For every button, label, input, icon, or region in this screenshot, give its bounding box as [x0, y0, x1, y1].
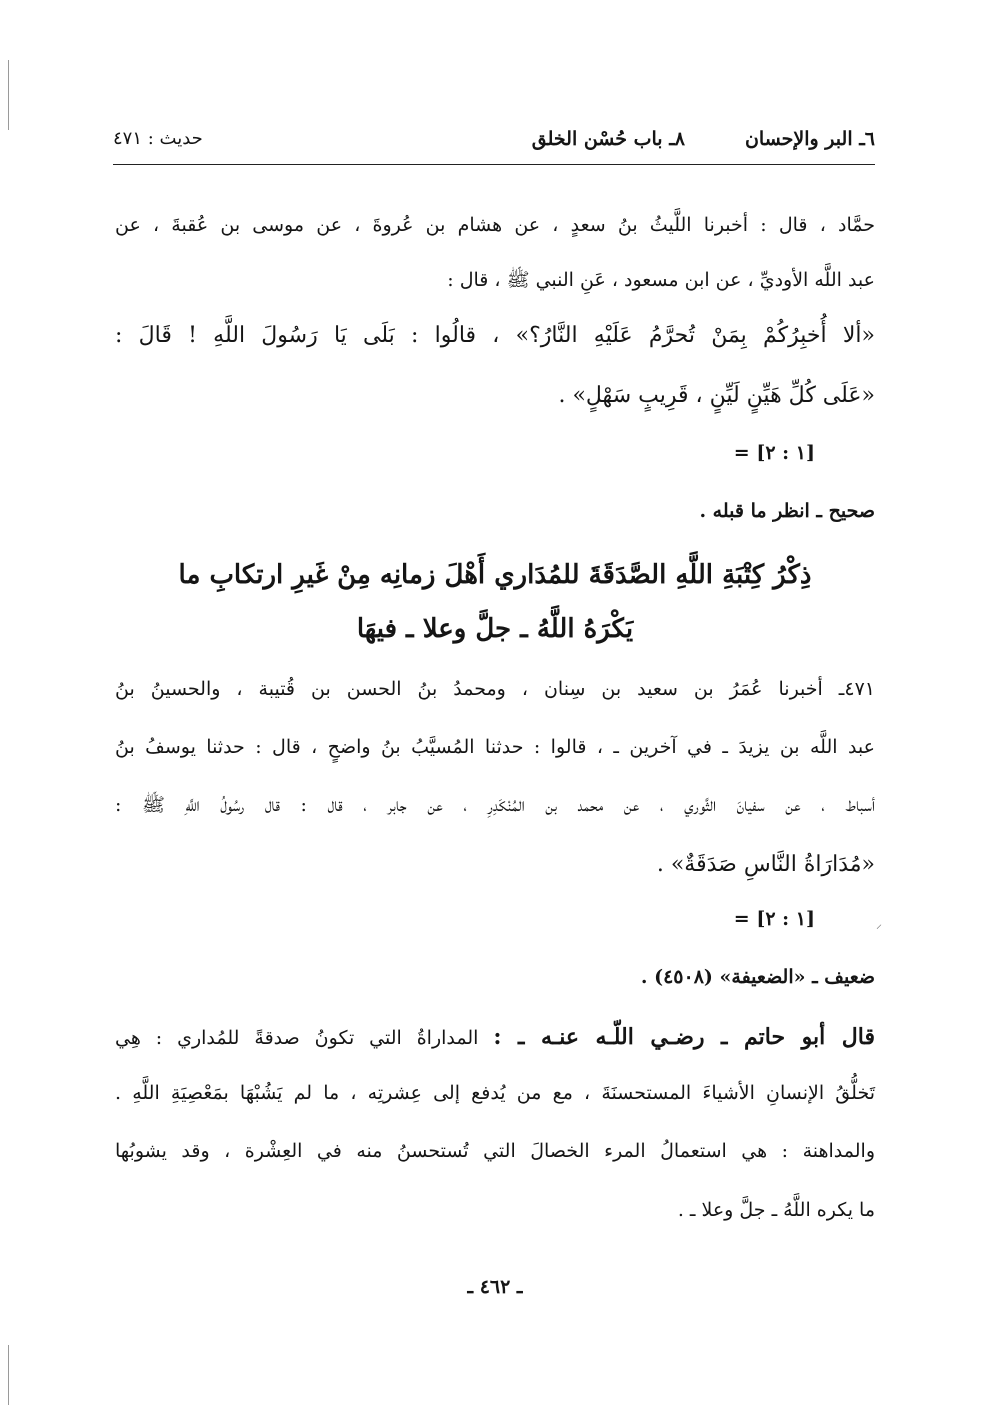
header-rule	[113, 164, 875, 165]
hadith-quote-line: «عَلَى كُلِّ هَيِّنٍ لَيِّنٍ ، قَرِيبٍ سَهْلٍ» .	[558, 383, 875, 408]
page-number: ـ ٤٦٢ ـ	[467, 1276, 523, 1298]
hadith-quote-line: «ألا أُخبِرُكُمْ بِمَنْ تُحرَّمُ عَلَيْهِ النَّارُ؟» ، قالُوا : بَلَى يَا رَسُولَ اللَّهِ ! قَالَ :	[115, 323, 875, 348]
section-title: ذِكْرُ كِتْبَةِ اللَّهِ الصَّدَقَةَ للمُدَاري أَهْلَ زمانِه مِنْ غَيرِ ارتكابِ ما	[178, 560, 812, 590]
scan-margin-line	[8, 1345, 9, 1405]
hadith-quote-line: «مُدَارَاةُ النَّاسِ صَدَقَةٌ» .	[656, 852, 875, 877]
running-header	[113, 122, 875, 162]
scan-speck: ⸝	[876, 917, 883, 931]
commentary-line	[115, 1024, 875, 1050]
cross-reference: = [١ : ٢]	[733, 908, 815, 930]
grading-line: صحيح ـ انظر ما قبله .	[699, 500, 875, 522]
commentary-line: ما يكره اللَّهُ ـ جلَّ وعلا ـ .	[677, 1199, 875, 1221]
scan-margin-line	[8, 60, 9, 130]
commentary-speaker: قال أبو حاتم ـ رضـي اللّـه عنـه ـ :	[493, 1024, 875, 1050]
grading-line: ضعيف ـ «الضعيفة» (٤٥٠٨) .	[640, 966, 875, 988]
commentary-text: المداراةُ التي تكونُ صدقةً للمُداري : هِي	[115, 1027, 479, 1049]
section-title: يَكْرَهُ اللَّهُ ـ جلَّ وعلا ـ فيهَا	[356, 614, 634, 644]
header-book-title: ٦ـ البر والإحسان	[744, 128, 875, 150]
header-hadith-ref: حديث : ٤٧١	[113, 128, 203, 149]
text-line: عبد اللَّه الأوديِّ ، عن ابن مسعود ، عَنِ النبي ﷺ ، قال :	[447, 269, 875, 291]
text-line: حمَّاد ، قال : أخبرنا اللَّيثُ بنُ سعدٍ ، عن هشام بن عُروةَ ، عن موسى بن عُقبةَ ، عن	[115, 214, 875, 236]
cross-reference: = [١ : ٢]	[733, 442, 815, 464]
text-line: أسباط ، عن سفيانَ الثَّوري ، عن محمد بن المُنْكَدِرِ ، عن جابر ، قال : قال رسُولُ اللَّهِ ﷺ :	[115, 794, 875, 816]
text-line: ٤٧١ـ أخبرنا عُمَرُ بن سعيد بن سِنان ، ومحمدُ بنُ الحسن بن قُتيبة ، والحسينُ بنُ	[115, 678, 875, 700]
commentary-line: والمداهنة : هي استعمالُ المرء الخصالَ التي تُستحسنُ منه في العِشْرة ، وقد يشوبُها	[115, 1140, 875, 1162]
text-line: عبد اللَّه بن يزيدَ ـ في آخرين ـ ، قالوا : حدثنا المُسيَّبُ بنُ واضحٍ ، قال : حدثنا يوسفُ بنُ	[115, 736, 875, 758]
header-chapter-title: ٨ـ باب حُسْن الخلق	[531, 128, 685, 150]
commentary-line: تَخلُّقُ الإنسانِ الأشياءَ المستحسنَةَ ، مع من يُدفع إلى عِشرتِه ، ما لم يَشُبْهَا بمَعْصِيَةِ اللَّهِ .	[115, 1082, 875, 1104]
